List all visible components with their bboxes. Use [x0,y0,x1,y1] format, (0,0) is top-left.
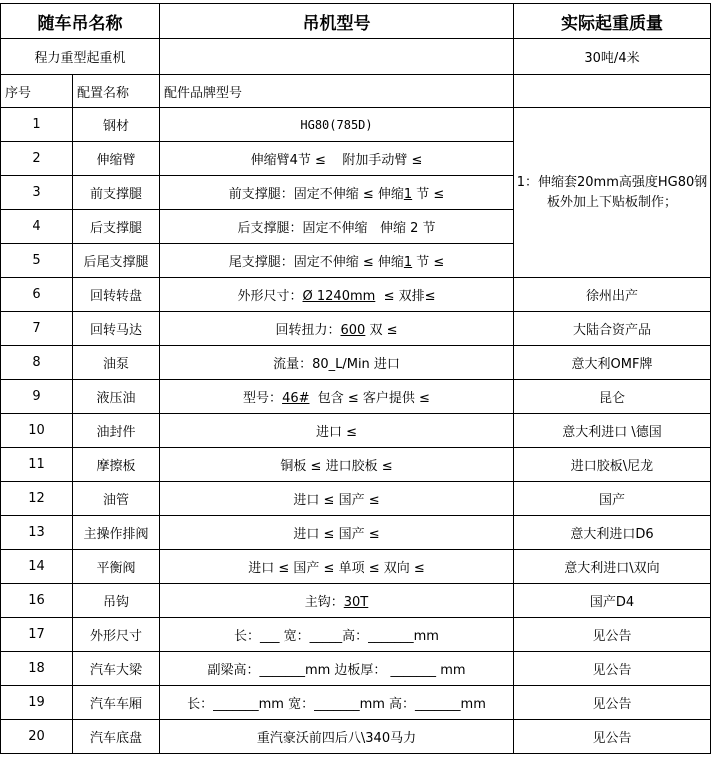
config-spec: HG80(785D) [160,108,514,142]
row-number: 17 [1,618,73,652]
config-header-brand: 配件品牌型号 [160,75,514,108]
spec-part-b: ≤ 双排≤ [383,289,436,304]
config-spec [160,312,514,346]
remark-value: 意大利进口\双向 [514,550,711,584]
table-row [1,618,711,652]
row-number: 3 [1,176,73,210]
remark-value: 见公告 [514,720,711,754]
config-spec [160,584,514,618]
crane-name-value: 程力重型起重机 [1,39,160,75]
header-crane-model: 吊机型号 [160,4,514,39]
table-row [1,414,711,448]
table-row [1,312,711,346]
spec-fill-value: 46# [282,391,310,406]
config-spec: 进口 ≤ 国产 ≤ 单项 ≤ 双向 ≤ [160,550,514,584]
row-number: 19 [1,686,73,720]
config-name: 外形尺寸 [73,618,160,652]
row-number: 8 [1,346,73,380]
config-name: 摩擦板 [73,448,160,482]
table-header-row [1,4,711,39]
remark-value: 国产D4 [514,584,711,618]
row-number: 2 [1,142,73,176]
remark-value: 见公告 [514,618,711,652]
remark-value: 大陆合资产品 [514,312,711,346]
config-header-remark [514,75,711,108]
config-spec [160,142,514,176]
spec-part-b: 双 ≤ [369,323,398,338]
spec-part-a: 回转扭力： [275,323,341,338]
row-number: 10 [1,414,73,448]
config-spec: 重汽豪沃前四后八\340马力 [160,720,514,754]
lift-capacity-value: 30吨/4米 [514,39,711,75]
spec-fill-value: 1 [403,187,413,202]
spec-part-b: 节 ≤ [416,255,445,270]
row-number: 6 [1,278,73,312]
config-spec: 长：___ 宽：_____高：_______mm [160,618,514,652]
remark-value: 意大利进口 \德国 [514,414,711,448]
table-row [1,108,711,142]
table-row [1,380,711,414]
remark-value: 国产 [514,482,711,516]
crane-model-value [160,39,514,75]
table-row [1,346,711,380]
spec-part-a: 外形尺寸： [237,289,303,304]
config-name: 伸缩臂 [73,142,160,176]
config-name: 汽车大梁 [73,652,160,686]
config-name: 前支撑腿 [73,176,160,210]
spec-fill-value: 600 [340,323,366,338]
config-spec [160,210,514,244]
row-number: 14 [1,550,73,584]
config-spec [160,380,514,414]
header-lift-capacity: 实际起重质量 [514,4,711,39]
config-name: 汽车车厢 [73,686,160,720]
config-name: 钢材 [73,108,160,142]
spec-part-a: 型号： [243,391,283,406]
config-name: 主操作排阀 [73,516,160,550]
spec-table [0,3,711,754]
merged-remark-note: 1：伸缩套20mm高强度HG80钢板外加上下贴板制作； [514,108,711,278]
spec-part-b: 附加手动臂 ≤ [342,153,423,168]
config-name: 平衡阀 [73,550,160,584]
remark-value: 进口胶板\尼龙 [514,448,711,482]
table-row [1,482,711,516]
spec-part-a: 前支撑腿：固定不伸缩 ≤ 伸缩 [228,187,404,202]
config-name: 回转马达 [73,312,160,346]
config-name: 后尾支撑腿 [73,244,160,278]
table-row [1,652,711,686]
spec-part-a: 尾支撑腿：固定不伸缩 ≤ 伸缩 [228,255,404,270]
row-number: 13 [1,516,73,550]
table-row [1,550,711,584]
table-row [1,448,711,482]
config-name: 油管 [73,482,160,516]
config-header-index: 序号 [1,75,73,108]
table-row [1,516,711,550]
config-header-name: 配置名称 [73,75,160,108]
table-row [1,686,711,720]
spec-fill-value: 30T [343,595,369,610]
config-name: 油封件 [73,414,160,448]
config-spec: 进口 ≤ 国产 ≤ [160,482,514,516]
config-spec: 进口 ≤ 国产 ≤ [160,516,514,550]
row-number: 11 [1,448,73,482]
spec-part-b: 包含 ≤ 客户提供 ≤ [317,391,430,406]
config-name: 后支撑腿 [73,210,160,244]
remark-value: 见公告 [514,652,711,686]
config-spec [160,278,514,312]
config-name: 吊钩 [73,584,160,618]
row-number: 7 [1,312,73,346]
config-header-row [1,75,711,108]
row-number: 12 [1,482,73,516]
row-number: 9 [1,380,73,414]
summary-row [1,39,711,75]
table-row [1,720,711,754]
spec-part-a: 主钩： [304,595,344,610]
remark-value: 徐州出产 [514,278,711,312]
row-number: 5 [1,244,73,278]
row-number: 4 [1,210,73,244]
config-name: 油泵 [73,346,160,380]
spec-fill-value: Ø 1240mm [302,289,376,304]
config-spec: 铜板 ≤ 进口胶板 ≤ [160,448,514,482]
table-row [1,278,711,312]
config-spec: 流量：80_L/Min 进口 [160,346,514,380]
row-number: 16 [1,584,73,618]
config-name: 汽车底盘 [73,720,160,754]
config-name: 回转转盘 [73,278,160,312]
config-name: 液压油 [73,380,160,414]
header-crane-name: 随车吊名称 [1,4,160,39]
spec-part-a: 后支撑腿：固定不伸缩 [237,221,368,236]
config-spec: 副梁高：_______mm 边板厚： _______ mm [160,652,514,686]
row-number: 1 [1,108,73,142]
remark-value: 昆仑 [514,380,711,414]
spec-fill-value: 1 [403,255,413,270]
spec-part-b: 伸缩 2 节 [379,221,436,236]
table-row [1,584,711,618]
config-spec [160,176,514,210]
remark-value: 意大利OMF牌 [514,346,711,380]
config-spec [160,244,514,278]
config-spec: 长：_______mm 宽：_______mm 高：_______mm [160,686,514,720]
remark-value: 见公告 [514,686,711,720]
remark-value: 意大利进口D6 [514,516,711,550]
config-spec: 进口 ≤ [160,414,514,448]
row-number: 20 [1,720,73,754]
row-number: 18 [1,652,73,686]
spec-part-a: 伸缩臂4节 ≤ [250,153,326,168]
spec-part-b: 节 ≤ [416,187,445,202]
